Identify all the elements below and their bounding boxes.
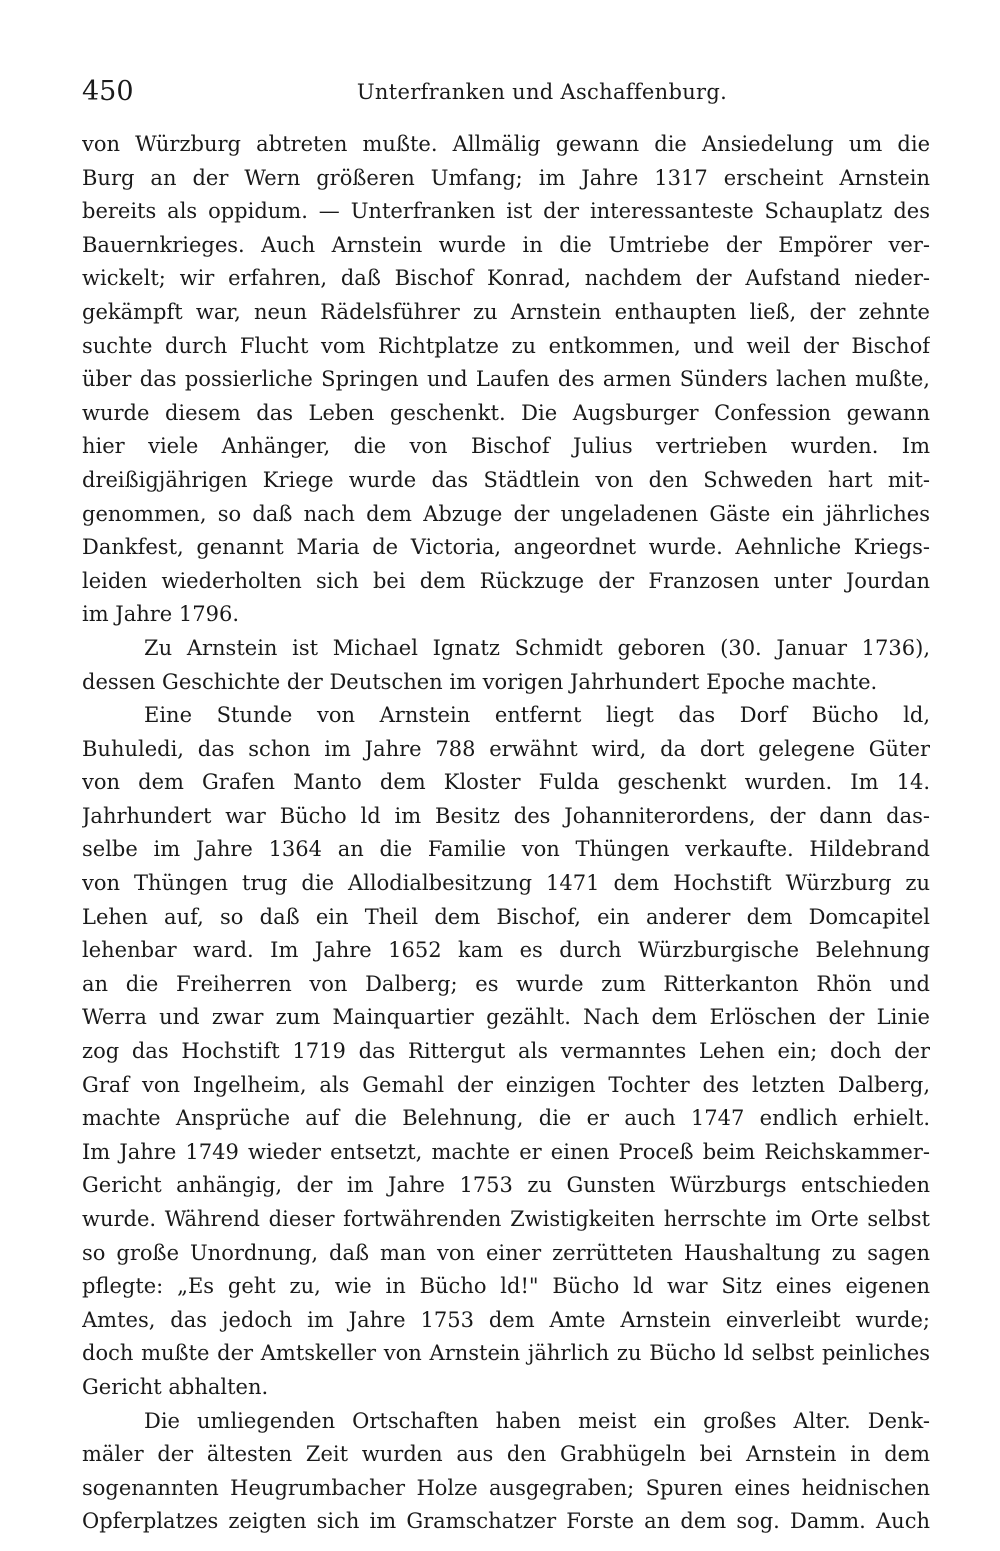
text-line: von dem Grafen Manto dem Kloster Fulda geschenkt wurden. Im 14. xyxy=(82,770,930,795)
text-line: mäler der ältesten Zeit wurden aus den Grabhügeln bei Arnstein in dem xyxy=(82,1442,930,1467)
text-line: Opferplatzes zeigten sich im Gramschatzer Forste an dem sog. Damm. Auch xyxy=(82,1509,930,1534)
text-line: wickelt; wir erfahren, daß Bischof Konrad, nachdem der Aufstand nieder- xyxy=(82,266,930,291)
text-line: Eine Stunde von Arnstein entfernt liegt das Dorf Bücho ld, xyxy=(144,703,930,728)
text-line: Buhuledi, das schon im Jahre 788 erwähnt wird, da dort gelegene Güter xyxy=(82,736,930,761)
text-line: suchte durch Flucht vom Richtplatze zu entkommen, und weil der Bischof xyxy=(82,333,930,358)
text-line: Bauernkrieges. Auch Arnstein wurde in die Umtriebe der Empörer ver- xyxy=(82,232,930,257)
text-line: an die Freiherren von Dalberg; es wurde zum Ritterkanton Rhön und xyxy=(82,971,930,996)
text-line: machte Ansprüche auf die Belehnung, die er auch 1747 endlich erhielt. xyxy=(82,1106,930,1131)
text-line: selbe im Jahre 1364 an die Familie von Thüngen verkaufte. Hildebrand xyxy=(82,837,930,862)
text-line: Lehen auf, so daß ein Theil dem Bischof, ein anderer dem Domcapitel xyxy=(82,904,930,929)
text-line: wurde diesem das Leben geschenkt. Die Augsburger Confession gewann xyxy=(82,400,930,425)
text-line: Burg an der Wern größeren Umfang; im Jahre 1317 erscheint Arnstein xyxy=(82,165,930,190)
text-line: von Thüngen trug die Allodialbesitzung 1471 dem Hochstift Würzburg zu xyxy=(82,871,930,896)
text-line: Jahrhundert war Bücho ld im Besitz des Johanniterordens, der dann das- xyxy=(82,803,930,828)
text-line: dreißigjährigen Kriege wurde das Städtlein von den Schweden hart mit- xyxy=(82,467,930,492)
text-line: doch mußte der Amtskeller von Arnstein jährlich zu Bücho ld selbst peinliches xyxy=(82,1341,930,1366)
text-line: Gericht abhalten. xyxy=(82,1374,269,1399)
text-line: gekämpft war, neun Rädelsführer zu Arnstein enthaupten ließ, der zehnte xyxy=(82,299,930,324)
text-line: so große Unordnung, daß man von einer zerrütteten Haushaltung zu sagen xyxy=(82,1240,930,1265)
page-number: 450 xyxy=(82,76,134,107)
text-line: im Jahre 1796. xyxy=(82,602,240,627)
text-line: hier viele Anhänger, die von Bischof Julius vertrieben wurden. Im xyxy=(82,434,930,459)
text-line: dessen Geschichte der Deutschen im vorigen Jahrhundert Epoche machte. xyxy=(82,669,878,694)
text-line: Im Jahre 1749 wieder entsetzt, machte er einen Proceß beim Reichskammer- xyxy=(82,1139,930,1164)
text-line: Amtes, das jedoch im Jahre 1753 dem Amte Arnstein einverleibt wurde; xyxy=(82,1307,930,1332)
text-line: Werra und zwar zum Mainquartier gezählt. Nach dem Erlöschen der Linie xyxy=(82,1005,930,1030)
text-line: bereits als oppidum. — Unterfranken ist der interessanteste Schauplatz des xyxy=(82,199,930,224)
text-line: Zu Arnstein ist Michael Ignatz Schmidt geboren (30. Januar 1736), xyxy=(144,635,930,660)
text-line: Dankfest, genannt Maria de Victoria, angeordnet wurde. Aehnliche Kriegs- xyxy=(82,535,930,560)
text-line: sogenannten Heugrumbacher Holze ausgegraben; Spuren eines heidnischen xyxy=(82,1475,930,1500)
text-line: von Würzburg abtreten mußte. Allmälig gewann die Ansiedelung um die xyxy=(82,132,930,156)
page-header xyxy=(82,72,930,112)
text-line: zog das Hochstift 1719 das Rittergut als vermanntes Lehen ein; doch der xyxy=(82,1039,930,1064)
text-line: lehenbar ward. Im Jahre 1652 kam es durch Würzburgische Belehnung xyxy=(82,938,930,963)
text-line: Die umliegenden Ortschaften haben meist ein großes Alter. Denk- xyxy=(144,1408,930,1433)
text-line: genommen, so daß nach dem Abzuge der ungeladenen Gäste ein jährliches xyxy=(82,501,930,526)
text-line: über das possierliche Springen und Laufen des armen Sünders lachen mußte, xyxy=(82,367,930,392)
text-line: wurde. Während dieser fortwährenden Zwistigkeiten herrschte im Orte selbst xyxy=(82,1207,930,1231)
text-line: Graf von Ingelheim, als Gemahl der einzigen Tochter des letzten Dalberg, xyxy=(82,1072,930,1097)
text-line: leiden wiederholten sich bei dem Rückzuge der Franzosen unter Jourdan xyxy=(82,568,930,593)
running-title: Unterfranken und Aschaffenburg. xyxy=(356,80,728,104)
text-line: Gericht anhängig, der im Jahre 1753 zu Gunsten Würzburgs entschieden xyxy=(82,1173,930,1198)
body-text xyxy=(82,128,930,1539)
text-line: pflegte: „Es geht zu, wie in Bücho ld!" Bücho ld war Sitz eines eigenen xyxy=(82,1274,930,1299)
